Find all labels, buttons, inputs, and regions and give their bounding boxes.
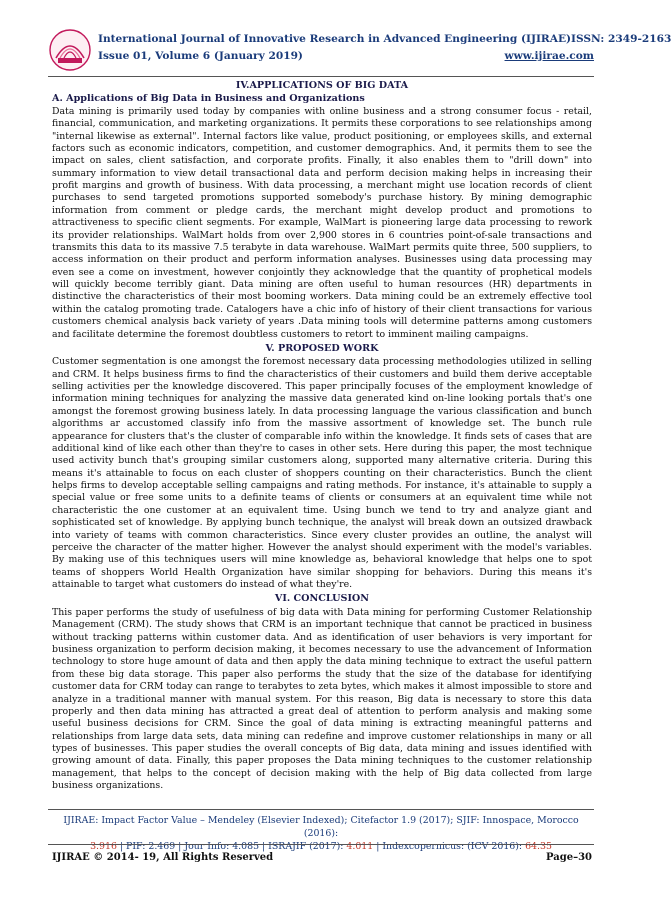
header-divider [48, 76, 594, 77]
sjif-value: 3.916 [90, 841, 117, 852]
copyright: IJIRAE © 2014- 19, All Rights Reserved [52, 852, 274, 863]
section-4-heading: IV.APPLICATIONS OF BIG DATA [235, 80, 409, 91]
section-4a-paragraph: Data mining is primarily used today by companies with online business and a strong consumer focus - retail, financial, communication, and marketing organizations. It permits these corporations to see relationships among "internal likewise as external". Internal factors like value, product positioning, or employees skills, and external factors such as economic indicators, competition, and customer demographics. And, it permits them to see the impact on sales, client satisfaction, and corporate profits. Finally, it also enables them to "drill down" into summary information to view detail transactional data and perform decision making helps in increasing their profit margins and growth of business. With data processing, a merchant might use location records of client purchases to send targeted promotions supported somebody's purchase history. By mining demographic information from comment or pledge cards, the merchant might develop product and promotions to attractiveness to specific client segments. For example, WalMart is pioneering large data processing to rework its provider relationships. WalMart holds from over 2,900 stores in 6 countries point-of-sale transactions and transmits this data to its massive 7.5 terabyte in data warehouse. WalMart permits quite three, 500 suppliers, to access information on their product and perform information analyses. Businesses using data processing may even see a come on investment, however conjointly they acknowledge that the quantity of prophetical models will quickly become terribly giant. Data mining are often useful to human resources (HR) departments in distinctive the characteristics of their most booming workers. Data mining could be an extremely effective tool within the catalog promoting trade. Catalogers have a chic info of history of their client transactions for various customers chemical analysis back variety of years .Data mining tools will determine patterns among customers and facilitate determine the foremost doubtless customers to retort to imminent mailing campaigns. [52, 105, 592, 340]
article-body [52, 80, 592, 795]
section-5-paragraph: Customer segmentation is one amongst the foremost necessary data processing methodologies utilized in selling and CRM. It helps business firms to find the characteristics of their customers and build them derive acceptable selling activities per the knowledge discovered. This paper principally focuses of the employment knowledge of information mining techniques for analyzing the massive data generated kind on-line looking portals that's one amongst the foremost growing business lately. In data processing language the various classification and bunch algorithms ar accustomed classify info from the massive assortment of knowledge set. The bunch rule appearance for clusters that's the cluster of comparable info within the knowledge. It finds sets of cases that are additional kind of like each other than they're to cases in other sets. Here during this paper, the most technique used activity bunch that's grouping similar customers along, supported many alternative criteria. During this means it's attainable to focus on each cluster of shoppers counting on their characteristics. Bunch the client helps firms to develop acceptable selling campaigns and rating methods. For instance, it's attainable to supply a special value or free some units to a definite teams of clients or consumers at an equivalent time while not characteristic the one customer at an equivalent time. Using bunch we tend to try and analyze giant and sophisticated set of knowledge. By applying bunch technique, the analyst will break down an outsized drawback into variety of teams with common characteristics. Since every cluster provides an outline, the analyst will perceive the character of the matter higher. However the analyst should experiment with the model's variables. By making use of this techniques users will mine knowledge as, behavioral knowledge that helps one to spot teams of shoppers World Health Organization have similar shopping for behaviors. During this means it's attainable to target what customers do instead of what they're. [52, 356, 592, 591]
website-link[interactable]: www.ijirae.com [504, 50, 594, 62]
header-line-2 [98, 50, 594, 62]
page-number: Page–30 [545, 852, 592, 863]
footer-divider-bottom [48, 844, 594, 845]
section-5-heading: V. PROPOSED WORK [265, 342, 379, 354]
section-6-heading: VI. CONCLUSION [274, 593, 370, 605]
page-footer [52, 852, 592, 863]
subsection-4a-heading: A. Applications of Big Data in Business and Organizations [52, 93, 365, 105]
header-line-1 [98, 33, 671, 45]
footer-line-2-part: | Indexcopernicus: (ICV 2016): [373, 841, 526, 852]
journal-header [48, 28, 671, 76]
footer-line-1: IJIRAE: Impact Factor Value – Mendeley (Elsevier Indexed); Citefactor 1.9 (2017); SJIF: Innospace, Morocco (2016): [63, 815, 579, 839]
journal-logo-icon [48, 28, 92, 72]
issue-info: Issue 01, Volume 6 (January 2019) [98, 50, 303, 62]
icv-value: 64.35 [525, 841, 552, 852]
journal-title: International Journal of Innovative Research in Advanced Engineering (IJIRAE) [98, 33, 572, 45]
israjif-value: 4.011 [346, 841, 374, 852]
issn: ISSN: 2349-2163 [571, 33, 671, 45]
footer-indexing-info [48, 814, 594, 853]
footer-line-2-part: | PIF: 2.469 | Jour Info: 4.085 | ISRAJIF (2017): [116, 841, 347, 852]
footer-divider-top [48, 809, 594, 810]
section-6-paragraph: This paper performs the study of usefulness of big data with Data mining for performing Customer Relationship Management (CRM). The study shows that CRM is an important technique that cannot be practiced in business without tracking patterns within customer data. And as identification of user behaviors is very important for business organization to perform decision making, it becomes necessary to use the advancement of Information technology to store huge amount of data and then apply the data mining technique to extract the useful pattern from these big data storage. This paper also performs the study that the size of the database for identifying customer data for CRM today can range to terabytes to zeta bytes, which makes it almost impossible to store and analyze in a traditional manner with manual system. For this reason, Big data is necessary to store this data properly and then data mining has attracted a great deal of attention to perform analysis and making some useful business decisions for CRM. Since the goal of data mining is extracting meaningful patterns and relationships from large data sets, data mining can redefine and improve customer relationships in many or all types of businesses. This paper studies the overall concepts of Big data, data mining and issues identified with growing amount of data. Finally, this paper proposes the Data mining techniques to the customer relationship management, that helps to the concept of decision making with the help of Big data collected from large business organizations. [52, 606, 592, 792]
